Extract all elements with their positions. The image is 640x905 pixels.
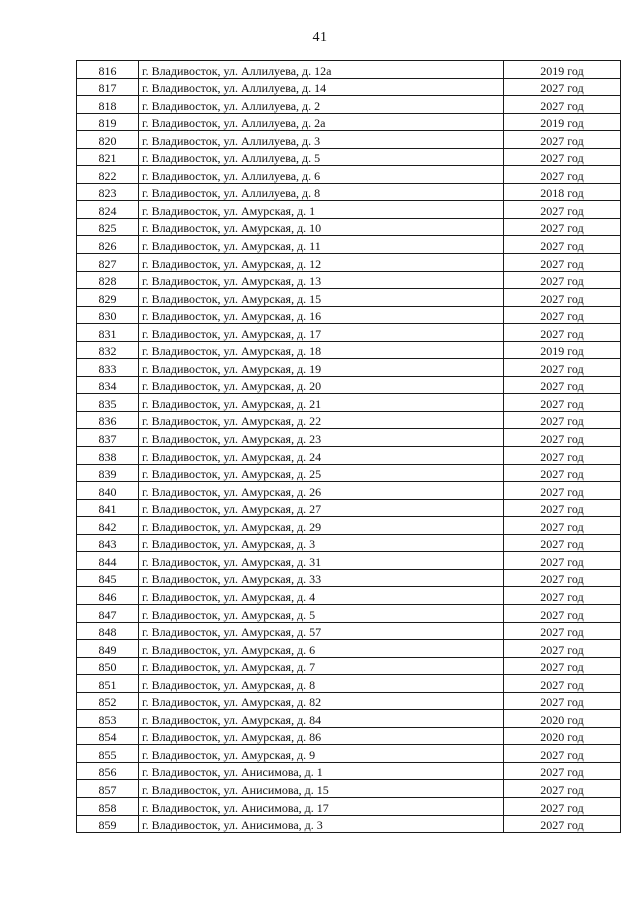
table-row (77, 306, 621, 324)
table-row (77, 692, 621, 710)
address-cell: г. Владивосток, ул. Амурская, д. 4 (139, 587, 504, 605)
table-row (77, 640, 621, 658)
table-row (77, 113, 621, 131)
row-number-cell: 856 (77, 762, 139, 780)
address-cell: г. Владивосток, ул. Амурская, д. 13 (139, 271, 504, 289)
row-number-cell: 821 (77, 148, 139, 166)
row-number-cell: 817 (77, 78, 139, 96)
table-row (77, 131, 621, 149)
year-cell: 2027 год (504, 604, 621, 622)
row-number-cell: 828 (77, 271, 139, 289)
year-cell: 2027 год (504, 640, 621, 658)
address-cell: г. Владивосток, ул. Амурская, д. 84 (139, 710, 504, 728)
table-row (77, 218, 621, 236)
table-row (77, 762, 621, 780)
address-cell: г. Владивосток, ул. Амурская, д. 86 (139, 727, 504, 745)
table-row (77, 376, 621, 394)
year-cell: 2027 год (504, 499, 621, 517)
table-row (77, 552, 621, 570)
address-cell: г. Владивосток, ул. Аллилуева, д. 2а (139, 113, 504, 131)
table-row (77, 166, 621, 184)
row-number-cell: 818 (77, 96, 139, 114)
row-number-cell: 831 (77, 324, 139, 342)
row-number-cell: 833 (77, 359, 139, 377)
row-number-cell: 857 (77, 780, 139, 798)
address-cell: г. Владивосток, ул. Амурская, д. 21 (139, 394, 504, 412)
address-cell: г. Владивосток, ул. Амурская, д. 7 (139, 657, 504, 675)
address-cell: г. Владивосток, ул. Амурская, д. 25 (139, 464, 504, 482)
address-cell: г. Владивосток, ул. Амурская, д. 16 (139, 306, 504, 324)
table-row (77, 201, 621, 219)
year-cell: 2027 год (504, 464, 621, 482)
address-cell: г. Владивосток, ул. Амурская, д. 20 (139, 376, 504, 394)
row-number-cell: 819 (77, 113, 139, 131)
address-cell: г. Владивосток, ул. Аллилуева, д. 3 (139, 131, 504, 149)
address-cell: г. Владивосток, ул. Амурская, д. 31 (139, 552, 504, 570)
table-row (77, 499, 621, 517)
table-row (77, 657, 621, 675)
page-number: 41 (312, 30, 328, 45)
year-cell: 2027 год (504, 78, 621, 96)
table-row (77, 797, 621, 815)
address-cell: г. Владивосток, ул. Амурская, д. 26 (139, 482, 504, 500)
address-cell: г. Владивосток, ул. Амурская, д. 11 (139, 236, 504, 254)
year-cell: 2027 год (504, 324, 621, 342)
address-cell: г. Владивосток, ул. Амурская, д. 57 (139, 622, 504, 640)
year-cell: 2027 год (504, 306, 621, 324)
year-cell: 2027 год (504, 447, 621, 465)
year-cell: 2027 год (504, 429, 621, 447)
year-cell: 2018 год (504, 183, 621, 201)
registry-table-body (77, 61, 621, 833)
table-row (77, 447, 621, 465)
table-row (77, 96, 621, 114)
address-cell: г. Владивосток, ул. Анисимова, д. 1 (139, 762, 504, 780)
row-number-cell: 849 (77, 640, 139, 658)
address-cell: г. Владивосток, ул. Анисимова, д. 17 (139, 797, 504, 815)
table-row (77, 324, 621, 342)
table-row (77, 569, 621, 587)
address-cell: г. Владивосток, ул. Аллилуева, д. 2 (139, 96, 504, 114)
address-cell: г. Владивосток, ул. Амурская, д. 10 (139, 218, 504, 236)
year-cell: 2027 год (504, 657, 621, 675)
table-row (77, 411, 621, 429)
year-cell: 2027 год (504, 236, 621, 254)
address-cell: г. Владивосток, ул. Амурская, д. 29 (139, 517, 504, 535)
row-number-cell: 822 (77, 166, 139, 184)
row-number-cell: 855 (77, 745, 139, 763)
table-row (77, 604, 621, 622)
address-cell: г. Владивосток, ул. Амурская, д. 82 (139, 692, 504, 710)
address-cell: г. Владивосток, ул. Амурская, д. 17 (139, 324, 504, 342)
year-cell: 2027 год (504, 534, 621, 552)
address-cell: г. Владивосток, ул. Амурская, д. 23 (139, 429, 504, 447)
address-cell: г. Владивосток, ул. Амурская, д. 24 (139, 447, 504, 465)
year-cell: 2020 год (504, 710, 621, 728)
row-number-cell: 829 (77, 289, 139, 307)
address-cell: г. Владивосток, ул. Аллилуева, д. 12а (139, 61, 504, 79)
year-cell: 2027 год (504, 482, 621, 500)
address-cell: г. Владивосток, ул. Амурская, д. 6 (139, 640, 504, 658)
table-row (77, 394, 621, 412)
year-cell: 2027 год (504, 552, 621, 570)
row-number-cell: 826 (77, 236, 139, 254)
table-row (77, 622, 621, 640)
year-cell: 2027 год (504, 411, 621, 429)
year-cell: 2027 год (504, 148, 621, 166)
row-number-cell: 848 (77, 622, 139, 640)
table-row (77, 148, 621, 166)
row-number-cell: 841 (77, 499, 139, 517)
table-row (77, 587, 621, 605)
table-row (77, 289, 621, 307)
table-row (77, 359, 621, 377)
year-cell: 2027 год (504, 96, 621, 114)
year-cell: 2027 год (504, 745, 621, 763)
table-row (77, 517, 621, 535)
row-number-cell: 843 (77, 534, 139, 552)
table-row (77, 482, 621, 500)
year-cell: 2027 год (504, 815, 621, 833)
row-number-cell: 825 (77, 218, 139, 236)
row-number-cell: 820 (77, 131, 139, 149)
row-number-cell: 832 (77, 341, 139, 359)
year-cell: 2027 год (504, 271, 621, 289)
table-row (77, 710, 621, 728)
table-row (77, 464, 621, 482)
row-number-cell: 816 (77, 61, 139, 79)
address-cell: г. Владивосток, ул. Амурская, д. 1 (139, 201, 504, 219)
row-number-cell: 846 (77, 587, 139, 605)
row-number-cell: 835 (77, 394, 139, 412)
address-cell: г. Владивосток, ул. Амурская, д. 22 (139, 411, 504, 429)
year-cell: 2027 год (504, 762, 621, 780)
row-number-cell: 827 (77, 254, 139, 272)
year-cell: 2019 год (504, 341, 621, 359)
row-number-cell: 840 (77, 482, 139, 500)
row-number-cell: 850 (77, 657, 139, 675)
row-number-cell: 844 (77, 552, 139, 570)
address-cell: г. Владивосток, ул. Аллилуева, д. 8 (139, 183, 504, 201)
address-cell: г. Владивосток, ул. Амурская, д. 33 (139, 569, 504, 587)
row-number-cell: 858 (77, 797, 139, 815)
address-cell: г. Владивосток, ул. Анисимова, д. 3 (139, 815, 504, 833)
address-cell: г. Владивосток, ул. Амурская, д. 15 (139, 289, 504, 307)
year-cell: 2027 год (504, 569, 621, 587)
table-row (77, 236, 621, 254)
table-row (77, 815, 621, 833)
table-row (77, 745, 621, 763)
address-cell: г. Владивосток, ул. Амурская, д. 19 (139, 359, 504, 377)
year-cell: 2027 год (504, 692, 621, 710)
year-cell: 2019 год (504, 61, 621, 79)
row-number-cell: 839 (77, 464, 139, 482)
address-cell: г. Владивосток, ул. Амурская, д. 9 (139, 745, 504, 763)
year-cell: 2019 год (504, 113, 621, 131)
year-cell: 2027 год (504, 622, 621, 640)
table-row (77, 254, 621, 272)
housing-registry-table (76, 60, 621, 833)
table-row (77, 78, 621, 96)
table-row (77, 341, 621, 359)
table-row (77, 780, 621, 798)
year-cell: 2027 год (504, 517, 621, 535)
table-row (77, 61, 621, 79)
row-number-cell: 830 (77, 306, 139, 324)
row-number-cell: 836 (77, 411, 139, 429)
table-row (77, 183, 621, 201)
address-cell: г. Владивосток, ул. Аллилуева, д. 5 (139, 148, 504, 166)
table-row (77, 675, 621, 693)
year-cell: 2027 год (504, 131, 621, 149)
year-cell: 2027 год (504, 675, 621, 693)
year-cell: 2027 год (504, 254, 621, 272)
address-cell: г. Владивосток, ул. Аллилуева, д. 14 (139, 78, 504, 96)
year-cell: 2027 год (504, 394, 621, 412)
table-row (77, 534, 621, 552)
address-cell: г. Владивосток, ул. Амурская, д. 5 (139, 604, 504, 622)
address-cell: г. Владивосток, ул. Амурская, д. 18 (139, 341, 504, 359)
table-row (77, 727, 621, 745)
row-number-cell: 851 (77, 675, 139, 693)
year-cell: 2027 год (504, 797, 621, 815)
row-number-cell: 847 (77, 604, 139, 622)
year-cell: 2027 год (504, 359, 621, 377)
row-number-cell: 854 (77, 727, 139, 745)
address-cell: г. Владивосток, ул. Анисимова, д. 15 (139, 780, 504, 798)
year-cell: 2027 год (504, 201, 621, 219)
row-number-cell: 837 (77, 429, 139, 447)
year-cell: 2020 год (504, 727, 621, 745)
year-cell: 2027 год (504, 166, 621, 184)
address-cell: г. Владивосток, ул. Амурская, д. 12 (139, 254, 504, 272)
address-cell: г. Владивосток, ул. Аллилуева, д. 6 (139, 166, 504, 184)
row-number-cell: 845 (77, 569, 139, 587)
year-cell: 2027 год (504, 289, 621, 307)
row-number-cell: 838 (77, 447, 139, 465)
table-row (77, 271, 621, 289)
year-cell: 2027 год (504, 587, 621, 605)
table-row (77, 429, 621, 447)
year-cell: 2027 год (504, 218, 621, 236)
year-cell: 2027 год (504, 780, 621, 798)
year-cell: 2027 год (504, 376, 621, 394)
address-cell: г. Владивосток, ул. Амурская, д. 3 (139, 534, 504, 552)
row-number-cell: 842 (77, 517, 139, 535)
row-number-cell: 823 (77, 183, 139, 201)
row-number-cell: 834 (77, 376, 139, 394)
row-number-cell: 853 (77, 710, 139, 728)
row-number-cell: 824 (77, 201, 139, 219)
row-number-cell: 859 (77, 815, 139, 833)
row-number-cell: 852 (77, 692, 139, 710)
address-cell: г. Владивосток, ул. Амурская, д. 8 (139, 675, 504, 693)
address-cell: г. Владивосток, ул. Амурская, д. 27 (139, 499, 504, 517)
